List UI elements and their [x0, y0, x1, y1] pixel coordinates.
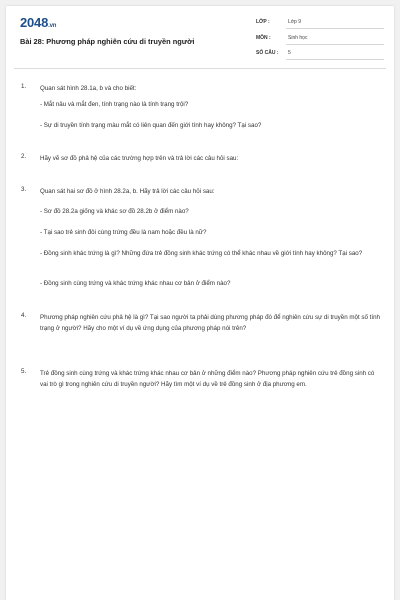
lesson-title: Bài 28: Phương pháp nghiên cứu di truyền người — [20, 37, 195, 46]
question-text: Quan sát hai sơ đồ ở hình 28.2a, b. Hãy trả lời các câu hỏi sau: — [40, 188, 215, 195]
logo-tld: .vn — [48, 23, 57, 29]
question-list — [6, 6, 394, 600]
question-text: Hãy vẽ sơ đồ phả hệ của các trường hợp trên và trả lời các câu hỏi sau: — [40, 155, 239, 162]
subject-value: Sinh học — [288, 35, 308, 41]
sub-question: - Tại sao trẻ sinh đôi cùng trứng đều là nam hoặc đều là nữ? — [40, 229, 207, 236]
question-number: 2. — [21, 153, 27, 160]
logo-text: 2048 — [20, 15, 49, 30]
question-number: 4. — [21, 312, 27, 319]
sub-question: - Sơ đồ 28.2a giống và khác sơ đồ 28.2b ở điểm nào? — [40, 208, 189, 215]
sub-question: - Đồng sinh cùng trứng và khác trứng khác nhau cơ bản ở điểm nào? — [40, 280, 231, 287]
question-count-value: 5 — [288, 50, 291, 56]
question-text: Phương pháp nghiên cứu phả hệ là gì? Tại sao người ta phải dùng phương pháp đó để nghiên cứu sự di truyền một số tính trạng ở người? Hãy cho một ví dụ về ứng dụng của phương pháp nói trên? — [40, 314, 380, 332]
question-number: 3. — [21, 186, 27, 193]
question-number: 5. — [21, 368, 27, 375]
sub-question: - Sự di truyền tính trạng màu mắt có liên quan đến giới tính hay không? Tại sao? — [40, 122, 262, 129]
worksheet-page — [6, 6, 394, 600]
question-text: Trẻ đồng sinh cùng trứng và khác trứng khác nhau cơ bản ở những điểm nào? Phương pháp nghiên cứu trẻ đồng sinh có vai trò gì trong nghiên cứu di truyền người? Hãy tìm một ví dụ về trẻ đồng sinh ở địa phương em. — [40, 370, 375, 388]
sub-question: - Mắt nâu và mắt đen, tính trạng nào là tính trạng trội? — [40, 101, 189, 108]
class-value: Lớp 9 — [288, 19, 302, 25]
class-label: LỚP : — [256, 19, 270, 25]
question-text: Quan sát hình 28.1a, b và cho biết: — [40, 85, 137, 92]
sub-question: - Đồng sinh khác trứng là gì? Những đứa trẻ đồng sinh khác trứng có thể khác nhau về giới tính hay không? Tại sao? — [40, 250, 363, 257]
subject-label: MÔN : — [256, 35, 271, 41]
question-count-label: SỐ CÂU : — [256, 50, 279, 56]
question-number: 1. — [21, 83, 27, 90]
